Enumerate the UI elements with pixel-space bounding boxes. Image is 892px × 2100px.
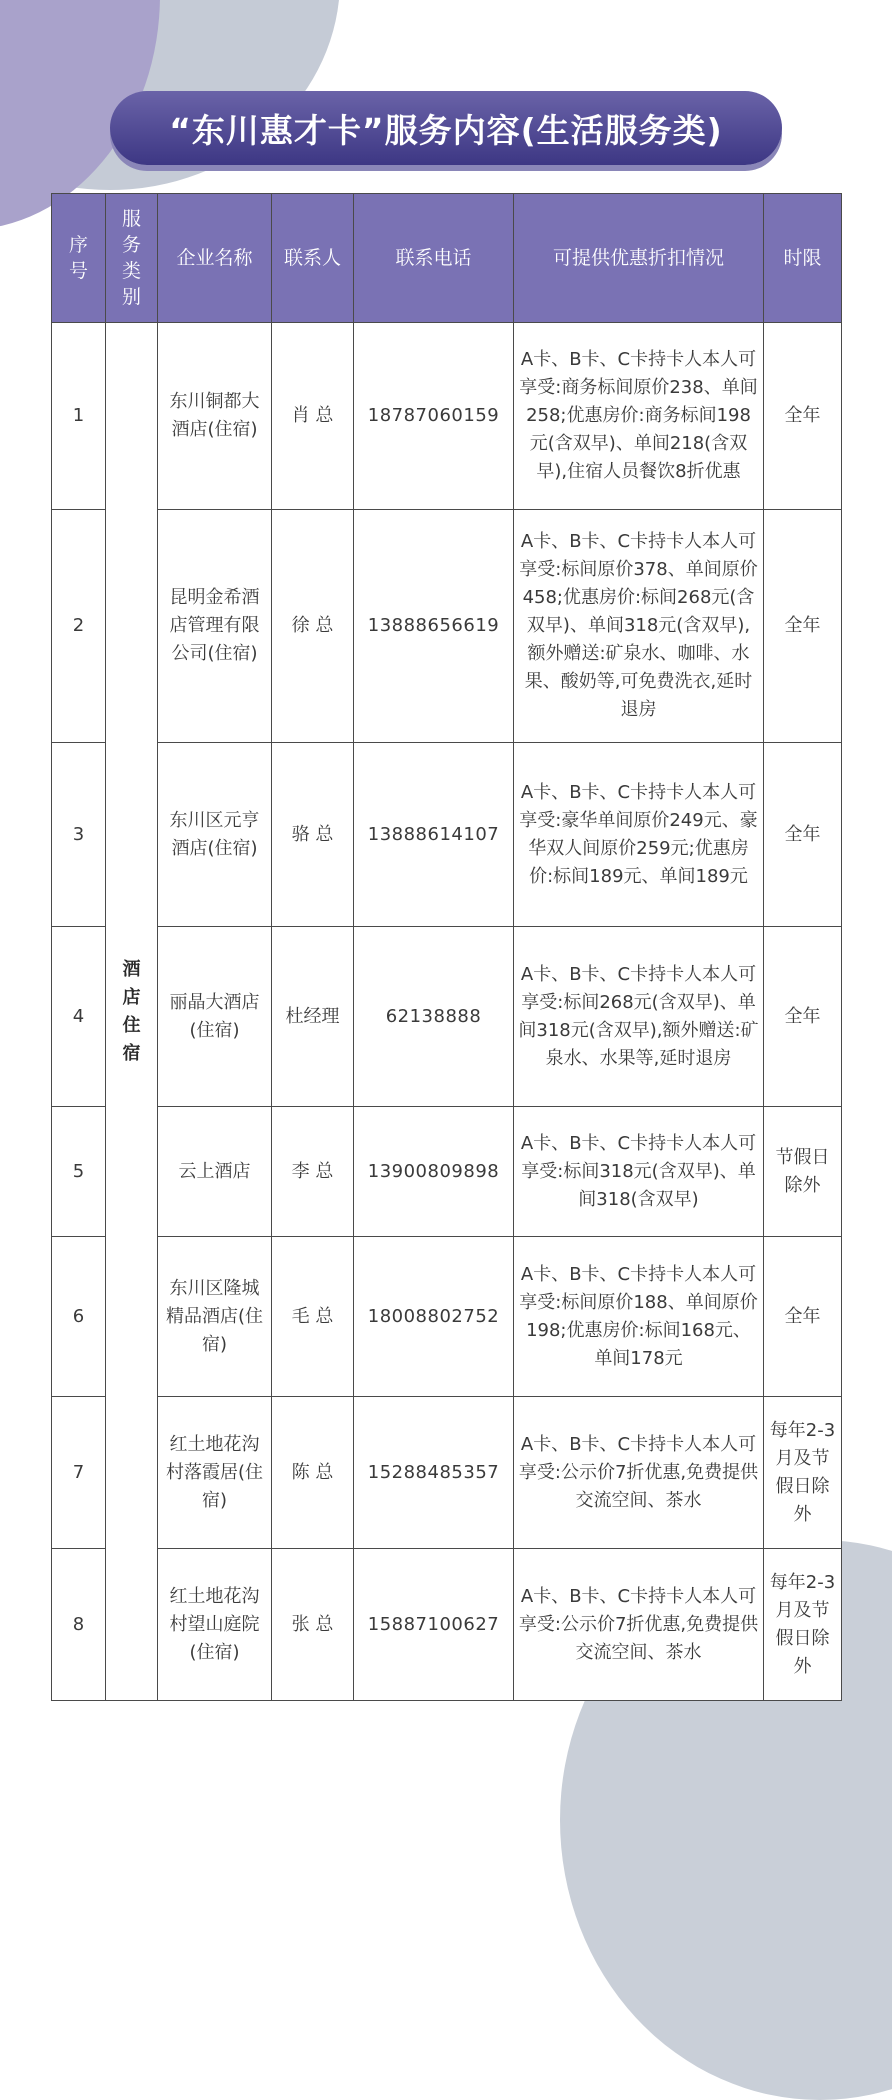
header-company: 企业名称 xyxy=(158,194,272,323)
row-discount: A卡、B卡、C卡持卡人本人可享受:公示价7折优惠,免费提供交流空间、茶水 xyxy=(514,1397,764,1549)
table-row xyxy=(52,1549,842,1701)
row-index: 3 xyxy=(52,743,106,927)
row-phone: 13888614107 xyxy=(354,743,514,927)
row-index: 2 xyxy=(52,510,106,743)
row-contact: 徐 总 xyxy=(272,510,354,743)
row-phone: 15887100627 xyxy=(354,1549,514,1701)
row-company: 红土地花沟村望山庭院(住宿) xyxy=(158,1549,272,1701)
row-period: 全年 xyxy=(764,743,842,927)
page-title: “东川惠才卡”服务内容(生活服务类) xyxy=(169,110,723,150)
row-phone: 18787060159 xyxy=(354,323,514,510)
header-contact: 联系人 xyxy=(272,194,354,323)
table-row xyxy=(52,743,842,927)
table-row xyxy=(52,927,842,1107)
row-contact: 骆 总 xyxy=(272,743,354,927)
row-period: 每年2-3月及节假日除外 xyxy=(764,1549,842,1701)
row-period: 全年 xyxy=(764,1237,842,1397)
row-discount: A卡、B卡、C卡持卡人本人可享受:标间原价188、单间原价198;优惠房价:标间168元、单间178元 xyxy=(514,1237,764,1397)
row-contact: 肖 总 xyxy=(272,323,354,510)
row-company: 东川区隆城精品酒店(住宿) xyxy=(158,1237,272,1397)
row-phone: 62138888 xyxy=(354,927,514,1107)
row-contact: 毛 总 xyxy=(272,1237,354,1397)
row-phone: 15288485357 xyxy=(354,1397,514,1549)
row-contact: 陈 总 xyxy=(272,1397,354,1549)
row-company: 红土地花沟村落霞居(住宿) xyxy=(158,1397,272,1549)
table-row xyxy=(52,510,842,743)
row-company: 东川铜都大酒店(住宿) xyxy=(158,323,272,510)
row-index: 4 xyxy=(52,927,106,1107)
row-discount: A卡、B卡、C卡持卡人本人可享受:标间原价378、单间原价458;优惠房价:标间268元(含双早)、单间318元(含双早),额外赠送:矿泉水、咖啡、水果、酸奶等,可免费洗衣,延时退房 xyxy=(514,510,764,743)
row-company: 云上酒店 xyxy=(158,1107,272,1237)
table-row xyxy=(52,1107,842,1237)
row-period: 每年2-3月及节假日除外 xyxy=(764,1397,842,1549)
row-index: 1 xyxy=(52,323,106,510)
header-period: 时限 xyxy=(764,194,842,323)
row-period: 节假日除外 xyxy=(764,1107,842,1237)
row-phone: 18008802752 xyxy=(354,1237,514,1397)
row-discount: A卡、B卡、C卡持卡人本人可享受:标间268元(含双早)、单间318元(含双早),额外赠送:矿泉水、水果等,延时退房 xyxy=(514,927,764,1107)
row-period: 全年 xyxy=(764,510,842,743)
header-index: 序号 xyxy=(52,194,106,323)
title-banner xyxy=(110,91,782,165)
service-table xyxy=(51,193,842,1701)
row-phone: 13888656619 xyxy=(354,510,514,743)
header-phone: 联系电话 xyxy=(354,194,514,323)
row-index: 5 xyxy=(52,1107,106,1237)
header-category: 服务类别 xyxy=(106,194,158,323)
header-discount: 可提供优惠折扣情况 xyxy=(514,194,764,323)
row-phone: 13900809898 xyxy=(354,1107,514,1237)
category-label: 酒店住宿 xyxy=(122,958,141,1064)
table-row xyxy=(52,1237,842,1397)
row-company: 东川区元亨酒店(住宿) xyxy=(158,743,272,927)
row-contact: 张 总 xyxy=(272,1549,354,1701)
row-discount: A卡、B卡、C卡持卡人本人可享受:商务标间原价238、单间258;优惠房价:商务标间198元(含双早)、单间218(含双早),住宿人员餐饮8折优惠 xyxy=(514,323,764,510)
row-discount: A卡、B卡、C卡持卡人本人可享受:公示价7折优惠,免费提供交流空间、茶水 xyxy=(514,1549,764,1701)
table-header-row xyxy=(52,194,842,323)
row-index: 8 xyxy=(52,1549,106,1701)
category-cell xyxy=(106,323,158,1701)
row-period: 全年 xyxy=(764,323,842,510)
row-contact: 李 总 xyxy=(272,1107,354,1237)
row-index: 7 xyxy=(52,1397,106,1549)
row-index: 6 xyxy=(52,1237,106,1397)
row-discount: A卡、B卡、C卡持卡人本人可享受:标间318元(含双早)、单间318(含双早) xyxy=(514,1107,764,1237)
table-row xyxy=(52,323,842,510)
row-company: 昆明金希酒店管理有限公司(住宿) xyxy=(158,510,272,743)
row-contact: 杜经理 xyxy=(272,927,354,1107)
row-company: 丽晶大酒店(住宿) xyxy=(158,927,272,1107)
row-discount: A卡、B卡、C卡持卡人本人可享受:豪华单间原价249元、豪华双人间原价259元;优惠房价:标间189元、单间189元 xyxy=(514,743,764,927)
row-period: 全年 xyxy=(764,927,842,1107)
table-row xyxy=(52,1397,842,1549)
